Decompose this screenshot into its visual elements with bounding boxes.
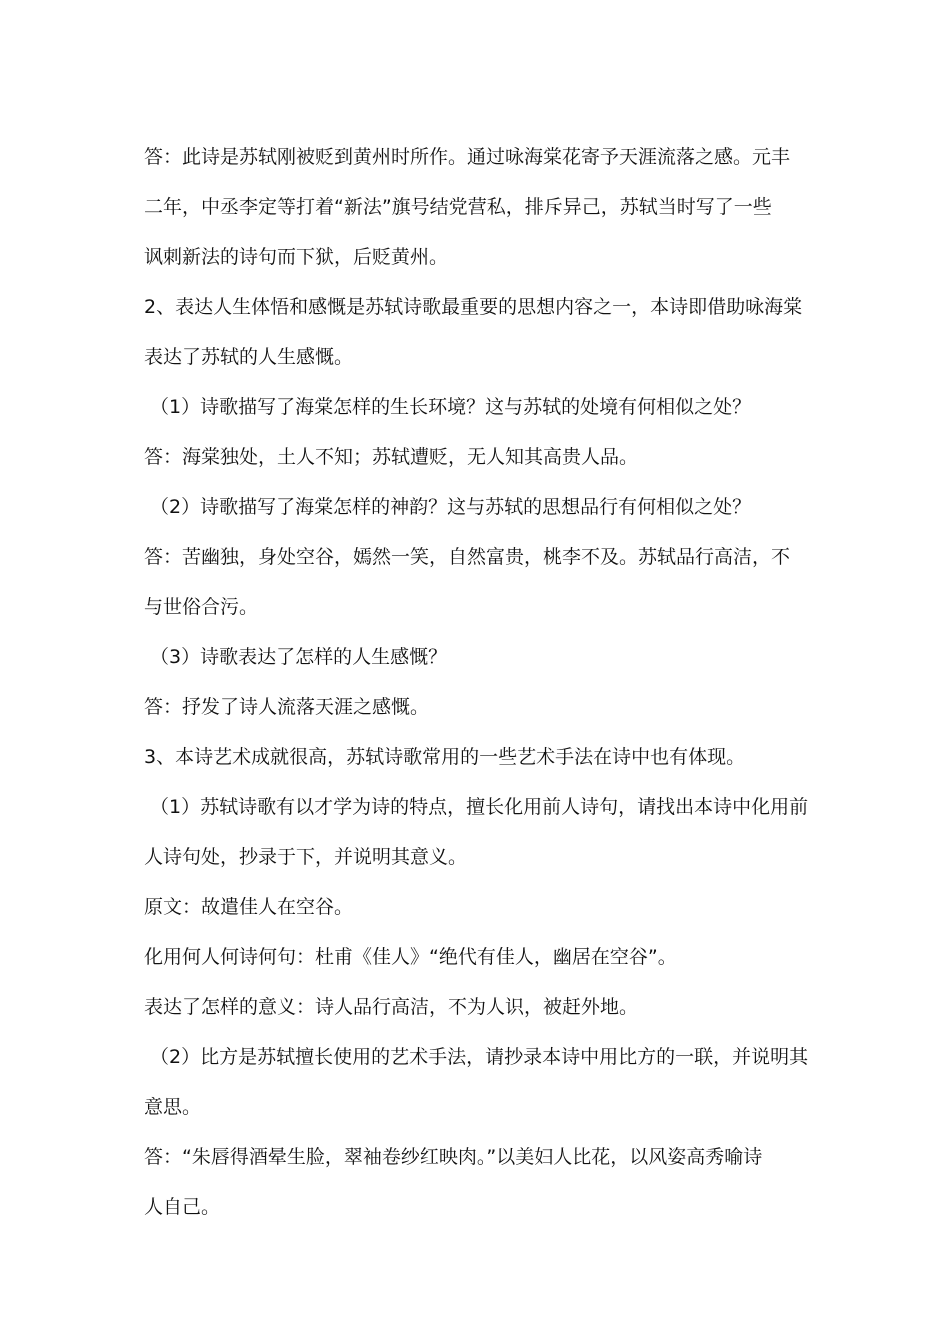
text-line: 人自己。 (144, 1196, 221, 1218)
question-line: （3）诗歌表达了怎样的人生感慨？ (150, 646, 448, 668)
answer-line: 答：抒发了诗人流落天涯之感慨。 (144, 696, 430, 718)
text-line: 二年，中丞李定等打着“新法”旗号结党营私，排斥异己，苏轼当时写了一些 (144, 196, 772, 218)
answer-line: 答：海棠独处，土人不知；苏轼遭贬，无人知其高贵人品。 (144, 446, 639, 468)
document-body (144, 132, 812, 1232)
question-line: （2）诗歌描写了海棠怎样的神韵？这与苏轼的思想品行有何相似之处？ (150, 496, 752, 518)
question-line: （2）比方是苏轼擅长使用的艺术手法，请抄录本诗中用比方的一联，并说明其 (150, 1046, 809, 1068)
question-line: （1）诗歌描写了海棠怎样的生长环境？这与苏轼的处境有何相似之处？ (150, 396, 752, 418)
text-line: 3、本诗艺术成就很高，苏轼诗歌常用的一些艺术手法在诗中也有体现。 (144, 746, 746, 768)
text-line: 原文：故遣佳人在空谷。 (144, 896, 354, 918)
answer-line: 答：苦幽独，身处空谷，嫣然一笑，自然富贵，桃李不及。苏轼品行高洁，不 (144, 546, 791, 568)
text-line: 讽刺新法的诗句而下狱，后贬黄州。 (144, 246, 449, 268)
answer-line: 答：“朱唇得酒晕生脸，翠袖卷纱红映肉。”以美妇人比花，以风姿高秀喻诗 (144, 1146, 763, 1168)
text-line: 与世俗合污。 (144, 596, 259, 618)
text-line: 2、表达人生体悟和感慨是苏轼诗歌最重要的思想内容之一，本诗即借助咏海棠 (144, 296, 803, 318)
text-line: 答：此诗是苏轼刚被贬到黄州时所作。通过咏海棠花寄予天涯流落之感。元丰 (144, 146, 791, 168)
text-line: 表达了苏轼的人生感慨。 (144, 346, 354, 368)
text-line: 人诗句处，抄录于下，并说明其意义。 (144, 846, 468, 868)
question-line: （1）苏轼诗歌有以才学为诗的特点，擅长化用前人诗句，请找出本诗中化用前 (150, 796, 809, 818)
text-line: 表达了怎样的意义：诗人品行高洁，不为人识，被赶外地。 (144, 996, 639, 1018)
text-line: 意思。 (144, 1096, 202, 1118)
text-line: 化用何人何诗何句：杜甫《佳人》“绝代有佳人，幽居在空谷”。 (144, 946, 677, 968)
